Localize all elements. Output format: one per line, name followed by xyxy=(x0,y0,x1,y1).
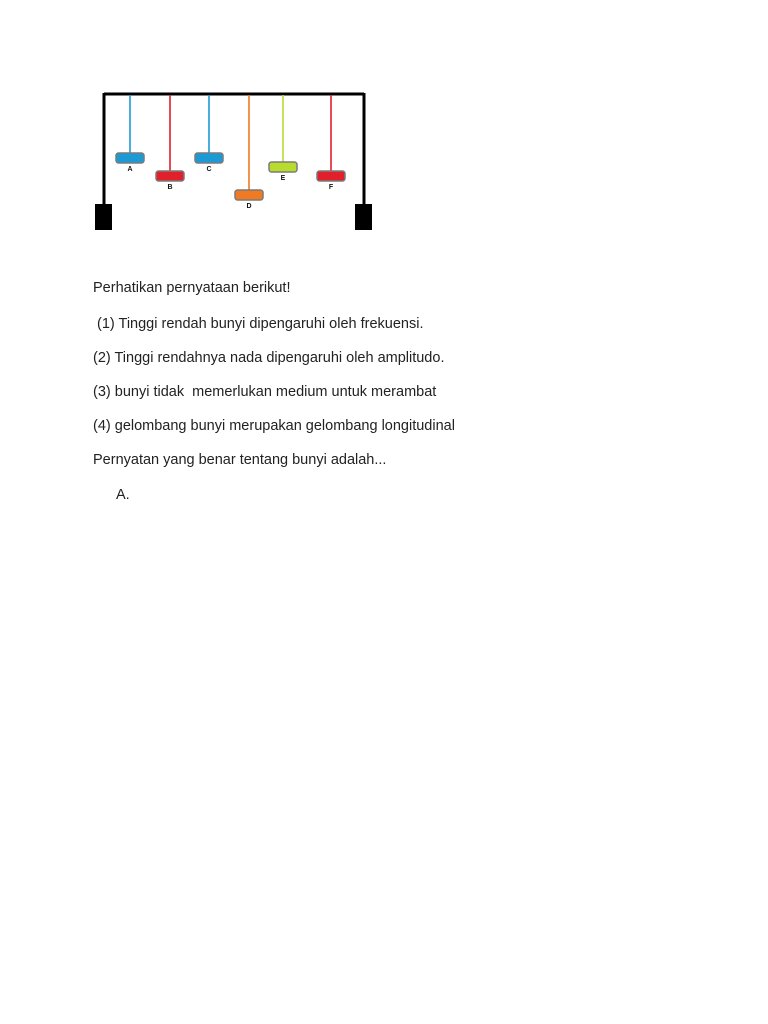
option-a[interactable]: A. xyxy=(116,487,130,503)
pendulum-b xyxy=(156,95,184,191)
pendulum-f xyxy=(317,95,345,191)
statement-4: (4) gelombang bunyi merupakan gelombang longitudinal xyxy=(93,418,455,434)
pendulum-bob xyxy=(317,171,345,181)
statement-3: (3) bunyi tidak memerlukan medium untuk merambat xyxy=(93,384,437,400)
pendulum-figure xyxy=(88,86,380,236)
pendulum-bob xyxy=(269,162,297,172)
pendulum-e xyxy=(269,95,297,182)
question-intro: Perhatikan pernyataan berikut! xyxy=(93,280,291,296)
pendulum-a xyxy=(116,95,144,173)
statement-2: (2) Tinggi rendahnya nada dipengaruhi oleh amplitudo. xyxy=(93,350,445,366)
pendulum-label: F xyxy=(328,184,334,191)
pendulum-label: A xyxy=(127,166,133,173)
pendulum-bob xyxy=(156,171,184,181)
question-prompt: Pernyatan yang benar tentang bunyi adalah... xyxy=(93,452,387,468)
pendulum-bob xyxy=(116,153,144,163)
pendulum-label: C xyxy=(206,166,212,173)
pendulum-bob xyxy=(195,153,223,163)
frame-left-foot xyxy=(95,204,112,230)
statement-1: (1) Tinggi rendah bunyi dipengaruhi oleh frekuensi. xyxy=(93,316,424,332)
frame-right-foot xyxy=(355,204,372,230)
pendulum-bob xyxy=(235,190,263,200)
pendulum-label: B xyxy=(167,184,173,191)
pendulum-d xyxy=(235,95,263,210)
pendulum-c xyxy=(195,95,223,173)
pendulum-label: E xyxy=(280,175,286,182)
pendulum-label: D xyxy=(246,203,252,210)
